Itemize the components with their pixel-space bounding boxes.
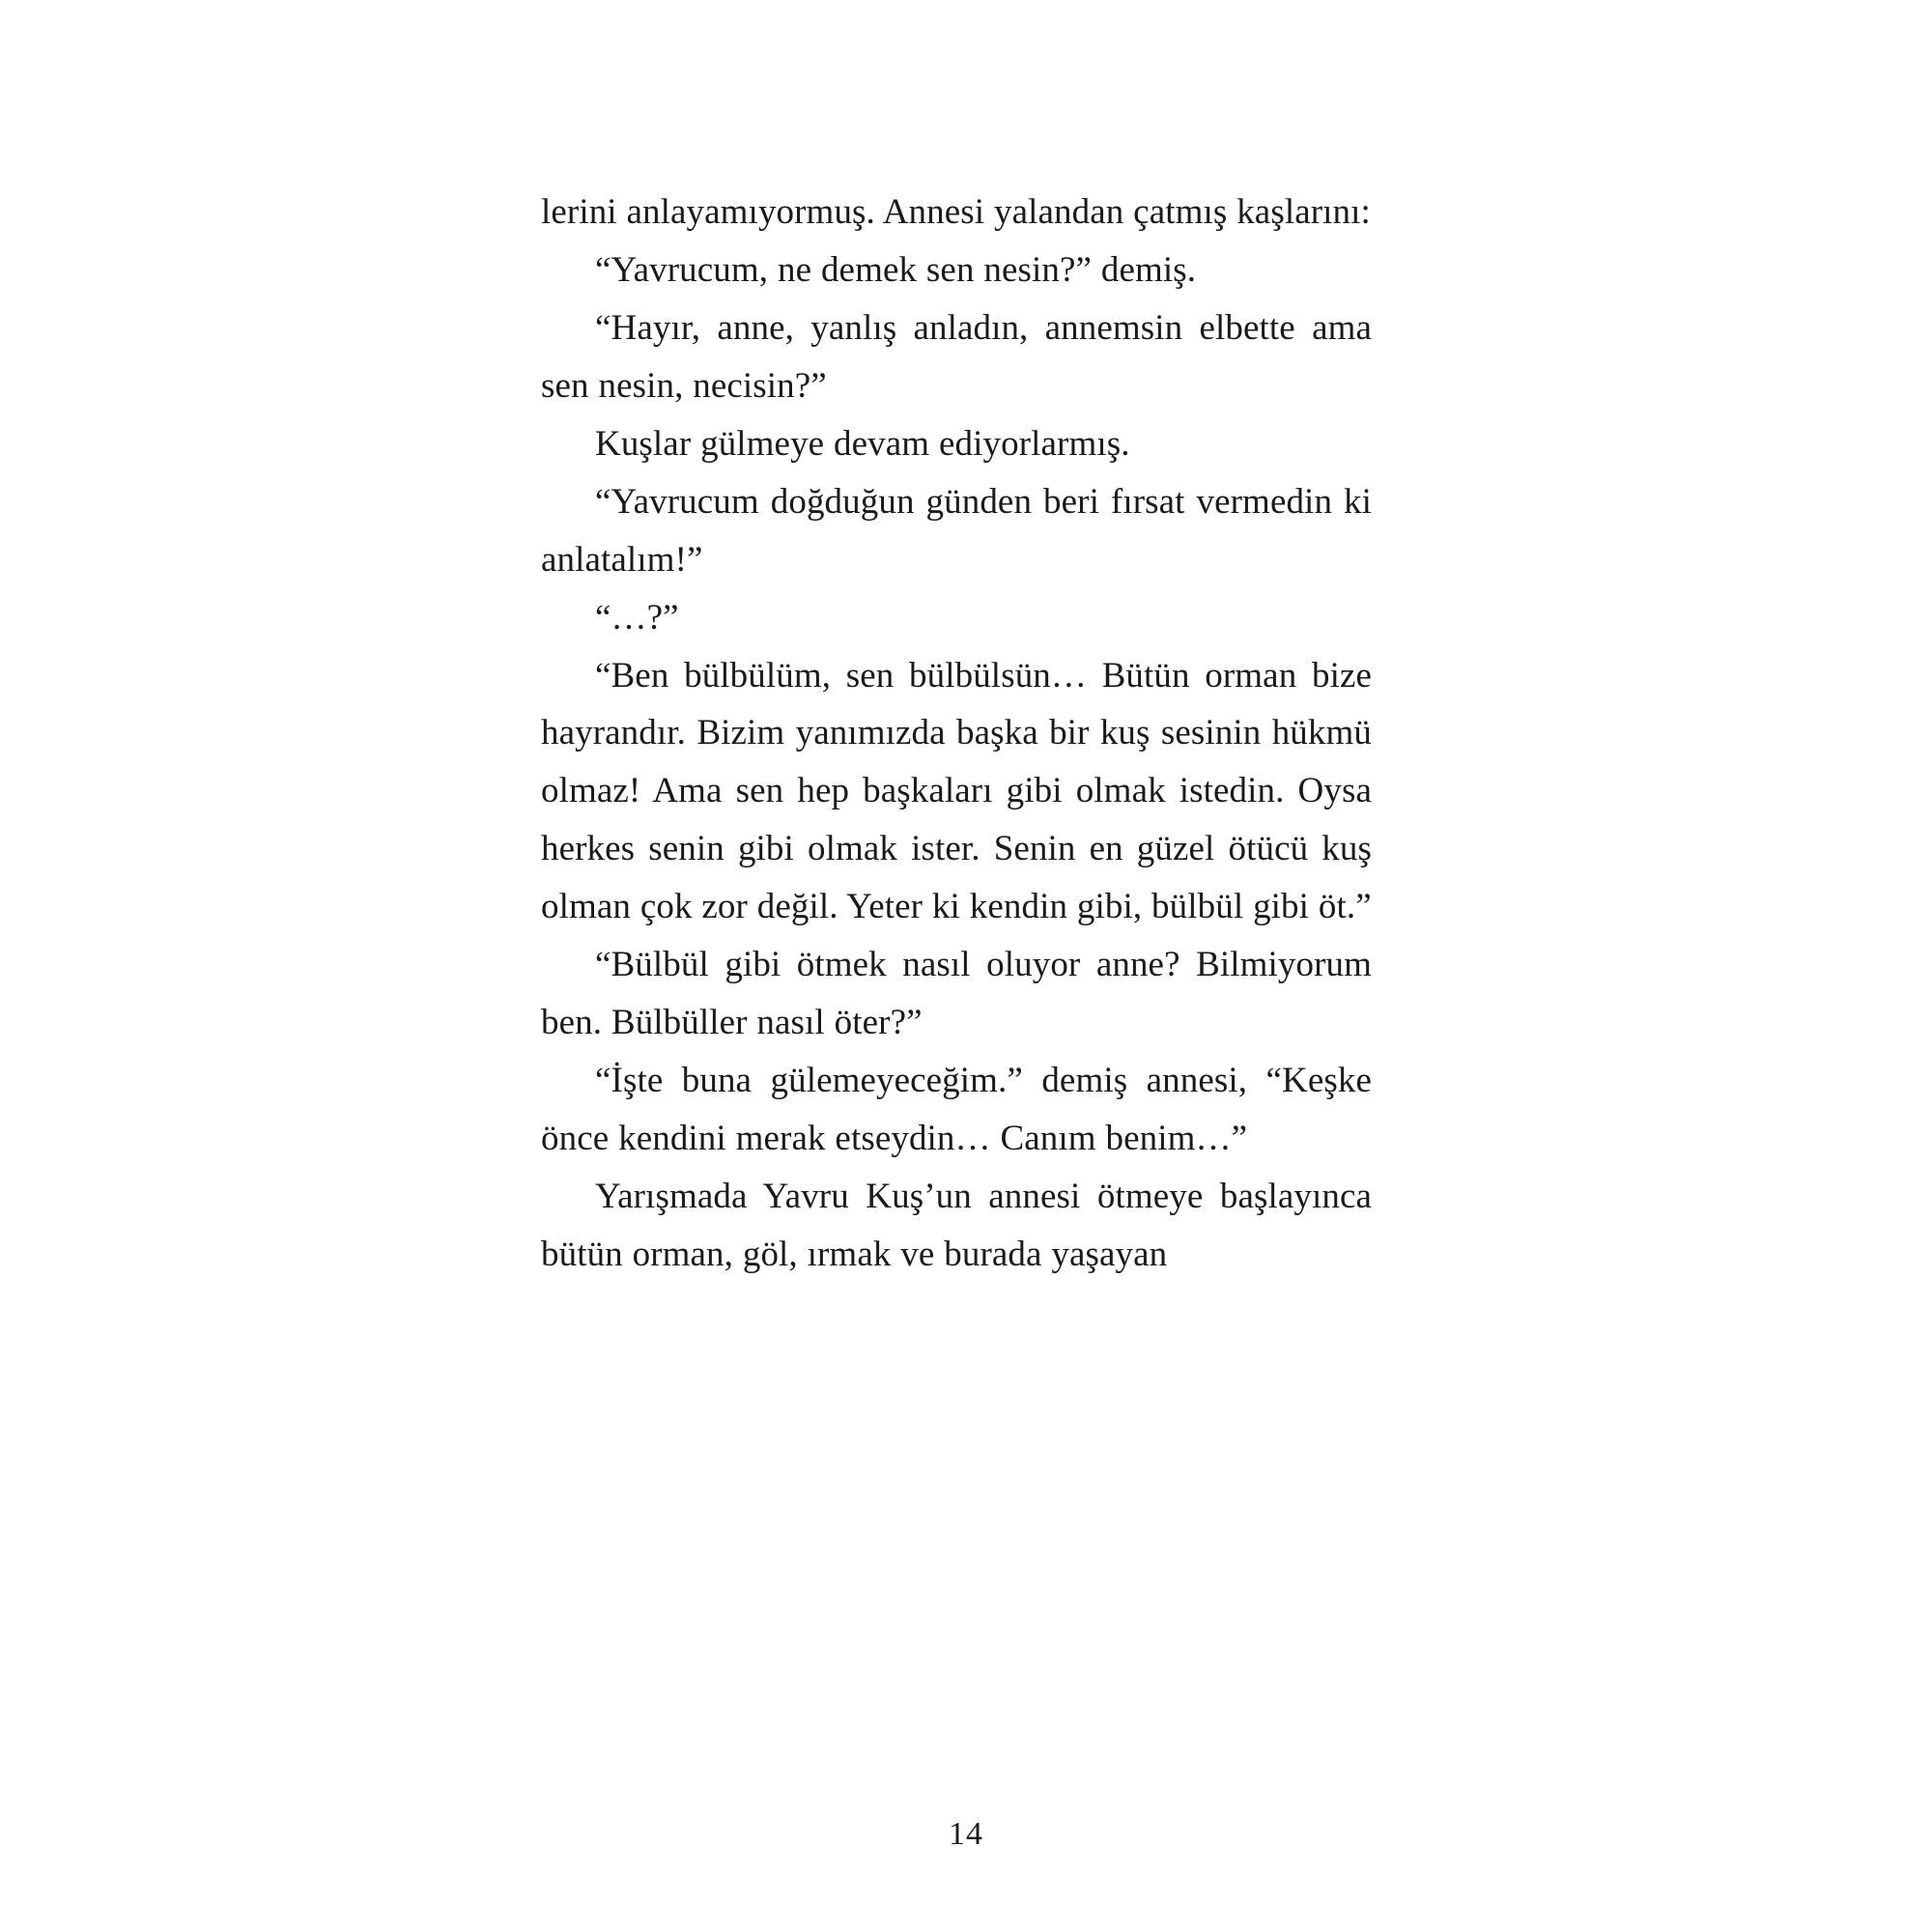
page-number: 14 — [949, 1816, 983, 1852]
paragraph: lerini anlayamıyormuş. Annesi yalandan çatmış kaşlarını: — [541, 192, 1371, 232]
paragraph: “İşte buna gülemeyeceğim.” demiş annesi, “Keşke önce kendini merak etseydin… Canım benim…” — [541, 1061, 1372, 1158]
paragraph: Kuşlar gülmeye devam ediyorlarmış. — [595, 423, 1130, 464]
paragraph: Yarışmada Yavru Kuş’un annesi ötmeye başlayınca bütün orman, göl, ırmak ve burada yaşayan — [541, 1176, 1372, 1274]
paragraph: “Hayır, anne, yanlış anladın, annemsin elbette ama sen nesin, necisin?” — [541, 307, 1372, 406]
paragraph: “Yavrucum doğduğun günden beri fırsat vermedin ki anlatalım!” — [541, 481, 1372, 580]
paragraph: “…?” — [595, 597, 679, 638]
paragraph: “Yavrucum, ne demek sen nesin?” demiş. — [595, 249, 1197, 290]
body-text — [541, 184, 1372, 1284]
paragraph: “Bülbül gibi ötmek nasıl oluyor anne? Bilmiyorum ben. Bülbüller nasıl öter?” — [541, 945, 1372, 1043]
paragraph: “Ben bülbülüm, sen bülbülsün… Bütün orman bize hayrandır. Bizim yanımızda başka bir kuş sesinin hükmü olmaz! Ama sen hep başkaları gibi olmak istedin. Oysa herkes senin gibi olmak ister. Senin en güzel ötücü kuş olman çok zor değil. Yeter ki kendin gibi, bülbül gibi öt.” — [541, 655, 1372, 927]
